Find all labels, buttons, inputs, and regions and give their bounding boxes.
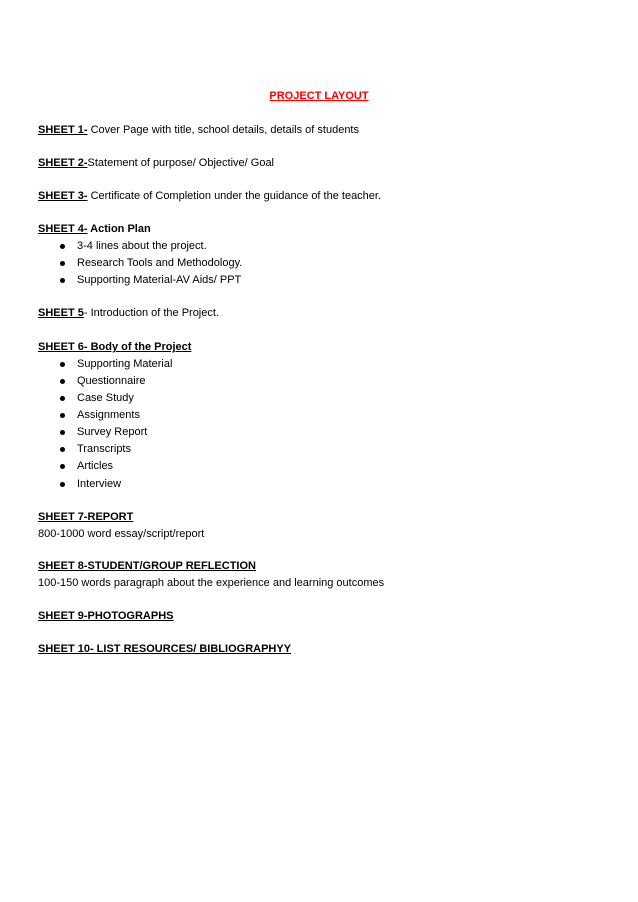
bullet-icon (60, 396, 65, 401)
sheet-3-line (38, 189, 381, 203)
bullet-icon (60, 464, 65, 469)
sheet-5-text: - Introduction of the Project. (83, 307, 219, 319)
bullet-icon (60, 430, 65, 435)
sheet-2-text: Statement of purpose/ Objective/ Goal (87, 157, 275, 169)
bullet-icon (60, 261, 65, 266)
sheet-9-label: SHEET 9-PHOTOGRAPHS (38, 610, 174, 622)
page-title: PROJECT LAYOUT (269, 90, 369, 102)
sheet-5-line (38, 306, 219, 320)
document-page: PROJECT LAYOUT SHEET 1- Cover Page with title, school details, details of students SHEET 2-Statement of purpose/ Objective/ Goal SHEET 3- Certificate of Completion under the guidance of the teacher. SHEET 4- Action Plan 3-4 lines about the project. Research Tools and Methodology. Supporting Material-AV Aids/ PPT SHEET 5- Introduction of the Project. SHEET 6- Body of the Project Supporting Material Questionnaire Case Study Assignments Survey Report Transcripts Articles Interview SHEET 7-REPORT 800-1000 word essay/script/report SHEET 8-STUDENT/GROUP REFLECTION 100-150 words paragraph about the experience and learning outcomes SHEET 9-PHOTOGRAPHS SHEET 10- LIST RESOURCES/ BIBLIOGRAPHYY (0, 0, 638, 902)
sheet-1-label: SHEET 1- (38, 124, 88, 136)
sheet-3-text: Certificate of Completion under the guidance of the teacher. (87, 190, 382, 202)
bullet-icon (60, 447, 65, 452)
sheet-4-heading: Action Plan (87, 223, 151, 235)
sheet-2-label: SHEET 2- (38, 157, 88, 169)
sheet-4-label: SHEET 4- (38, 223, 88, 235)
bullet-icon (60, 379, 65, 384)
sheet-8-label: SHEET 8-STUDENT/GROUP REFLECTION (38, 560, 256, 572)
sheet-4-line (38, 222, 151, 236)
sheet-10-line (38, 642, 291, 656)
sheet-3-label: SHEET 3- (38, 190, 88, 202)
sheet-1-line (38, 123, 359, 137)
sheet-8-line (38, 559, 256, 573)
bullet-icon (60, 362, 65, 367)
bullet-icon (60, 482, 65, 487)
bullet-icon (60, 278, 65, 283)
bullet-icon (60, 244, 65, 249)
sheet-8-text: 100-150 words paragraph about the experience and learning outcomes (38, 577, 385, 589)
sheet-1-text: Cover Page with title, school details, details of students (87, 124, 359, 136)
sheet-7-label: SHEET 7-REPORT (38, 511, 134, 523)
sheet-7-text: 800-1000 word essay/script/report (38, 528, 205, 540)
sheet-7-line (38, 510, 133, 524)
sheet-10-label: SHEET 10- LIST RESOURCES/ BIBLIOGRAPHYY (38, 643, 292, 655)
sheet-2-line (38, 156, 274, 170)
sheet-6-label: SHEET 6- Body of the Project (38, 341, 192, 353)
sheet-5-label: SHEET 5 (38, 307, 84, 319)
bullet-icon (60, 413, 65, 418)
sheet-6-line (38, 340, 191, 354)
sheet-9-line (38, 609, 174, 623)
